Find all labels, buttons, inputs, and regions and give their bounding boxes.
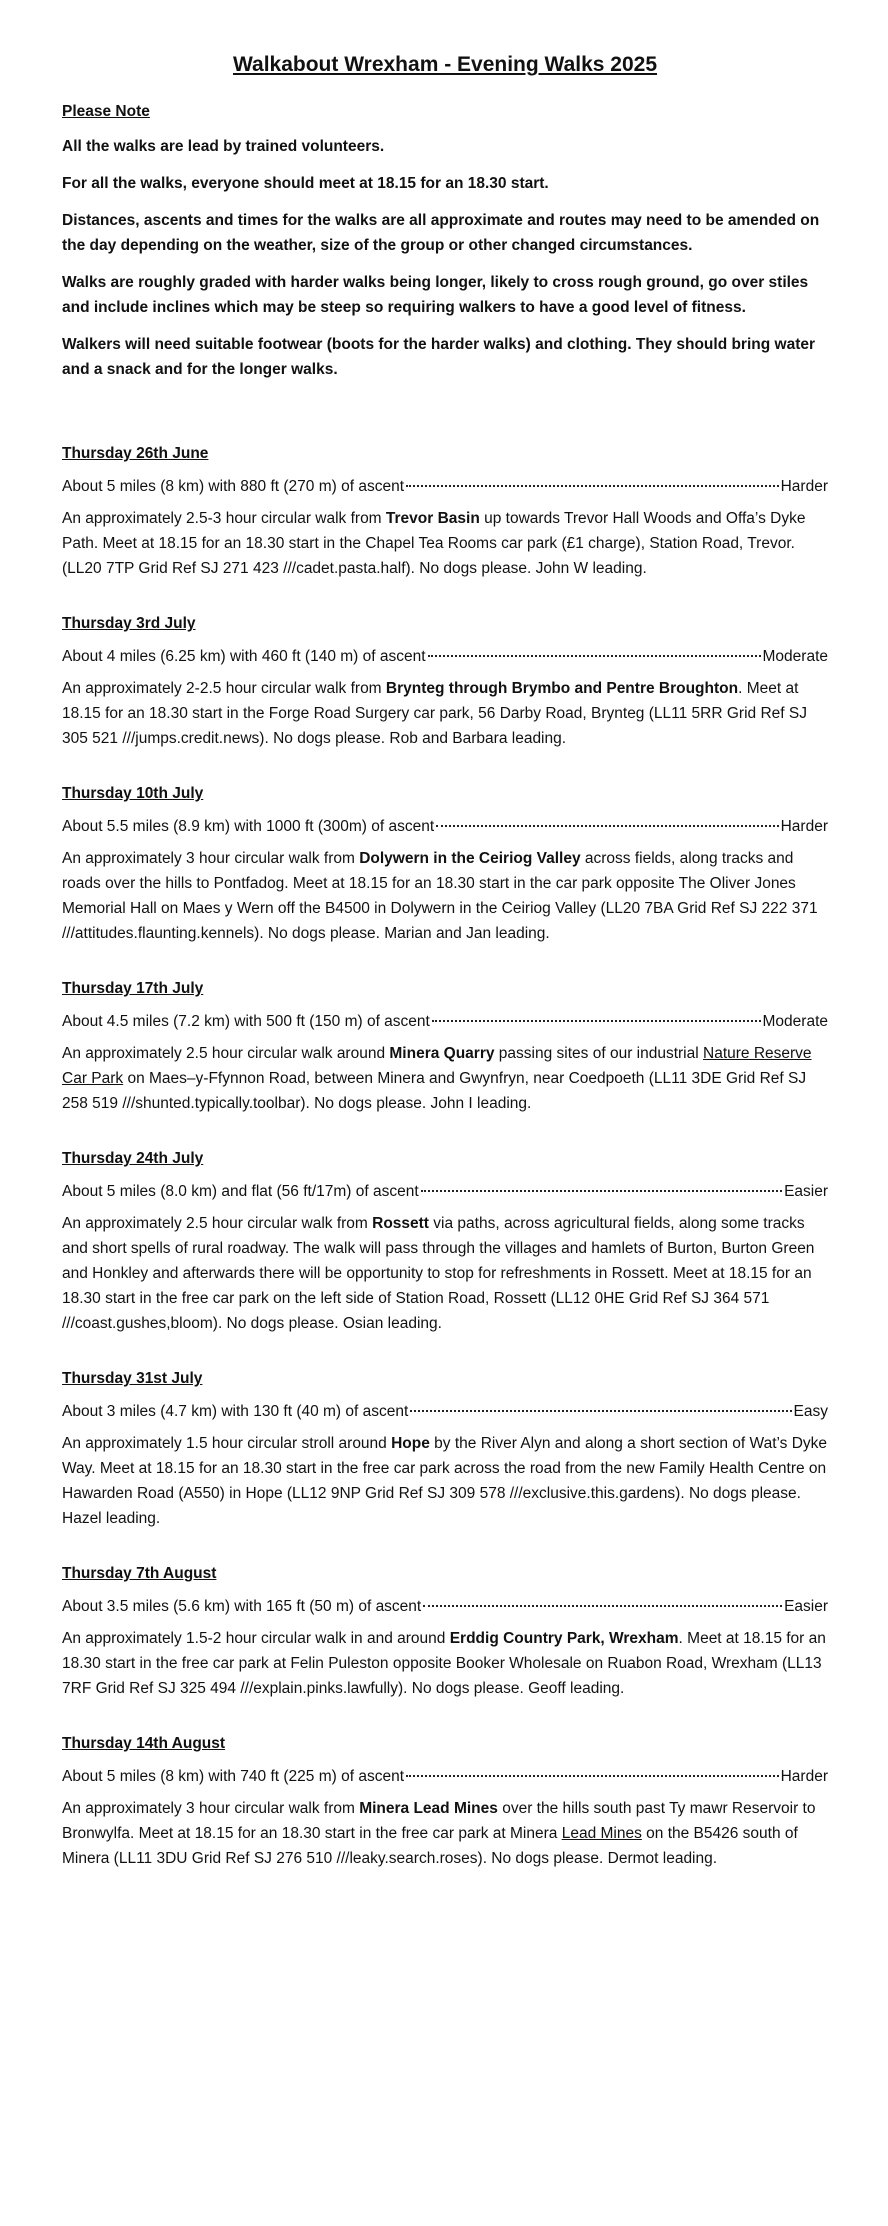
desc-text: An approximately 1.5-2 hour circular walk in and around bbox=[62, 1630, 450, 1647]
desc-text: on the B5426 south of Minera (LL11 3DU Grid Ref SJ 276 510 ///leaky.search.roses). No dogs please. Dermot leading. bbox=[62, 1825, 798, 1867]
walk-description bbox=[62, 1626, 828, 1701]
desc-text: . Meet at 18.15 for an 18.30 start in the Forge Road Surgery car park, 56 Darby Road, Brynteg (LL11 5RR Grid Ref SJ 305 521 ///jumps.credit.news). No dogs please. Rob and Barbara leading. bbox=[62, 680, 807, 747]
dot-leader bbox=[432, 1020, 761, 1022]
desc-text: over the hills south past Ty mawr Reservoir to Bronwylfa. Meet at 18.15 for an 18.30 start in the free car park at Minera bbox=[62, 1800, 816, 1842]
desc-text: . Meet at 18.15 for an 18.30 start in the free car park at Felin Puleston opposite Booker Wholesale on Ruabon Road, Wrexham (LL13 7RF Grid Ref SJ 325 494 ///explain.pinks.lawfully). No dogs please. Geoff leading. bbox=[62, 1630, 826, 1697]
desc-text: up towards Trevor Hall Woods and Offa’s Dyke Path. Meet at 18.15 for an 18.30 start in the Chapel Tea Rooms car park (£1 charge), Station Road, Trevor. (LL20 7TP Grid Ref SJ 271 423 ///cadet.pasta.half). No dogs please. John W leading. bbox=[62, 510, 806, 577]
desc-start-location: Dolywern in the Ceiriog Valley bbox=[359, 850, 581, 867]
walk-date: Thursday 3rd July bbox=[62, 615, 196, 632]
desc-text: An approximately 3 hour circular walk from bbox=[62, 850, 360, 867]
walk-date: Thursday 10th July bbox=[62, 785, 204, 802]
walk-distance-ascent: About 3 miles (4.7 km) with 130 ft (40 m) of ascent bbox=[62, 1403, 409, 1420]
walk-description bbox=[62, 1431, 828, 1531]
walk-distance-ascent: About 5 miles (8 km) with 880 ft (270 m) of ascent bbox=[62, 478, 404, 495]
walk-distance-ascent: About 4.5 miles (7.2 km) with 500 ft (150 m) of ascent bbox=[62, 1013, 430, 1030]
walk-distance-ascent: About 4 miles (6.25 km) with 460 ft (140 m) of ascent bbox=[62, 648, 426, 665]
walk-description bbox=[62, 1796, 828, 1871]
walk-summary bbox=[62, 1596, 828, 1617]
desc-text: by the River Alyn and along a short section of Wat’s Dyke Way. Meet at 18.15 for an 18.30 start in the free car park across the road from the new Family Health Centre on Hawarden Road (A550) in Hope (LL12 9NP Grid Ref SJ 309 578 ///exclusive.this.gardens). No dogs please. Hazel leading. bbox=[62, 1435, 828, 1527]
walk-description bbox=[62, 1041, 828, 1116]
walk-distance-ascent: About 5 miles (8 km) with 740 ft (225 m) of ascent bbox=[62, 1768, 404, 1785]
walk-date: Thursday 24th July bbox=[62, 1150, 204, 1167]
desc-underlined-text: Nature Reserve Car Park bbox=[62, 1045, 812, 1087]
walk-description bbox=[62, 506, 828, 581]
dot-leader bbox=[423, 1605, 782, 1607]
walk-summary bbox=[62, 1181, 828, 1202]
walk-grade: Easier bbox=[784, 1183, 828, 1200]
dot-leader bbox=[406, 1775, 779, 1777]
desc-text: An approximately 2.5-3 hour circular walk from bbox=[62, 510, 386, 527]
desc-start-location: Minera Quarry bbox=[389, 1045, 495, 1062]
dot-leader bbox=[410, 1410, 791, 1412]
desc-text: passing sites of our industrial bbox=[494, 1045, 703, 1062]
walk-distance-ascent: About 5.5 miles (8.9 km) with 1000 ft (300m) of ascent bbox=[62, 818, 435, 835]
walk-date: Thursday 17th July bbox=[62, 980, 204, 997]
walk-grade: Easy bbox=[793, 1403, 828, 1420]
page-title: Walkabout Wrexham - Evening Walks 2025 bbox=[232, 53, 658, 76]
desc-start-location: Minera Lead Mines bbox=[359, 1800, 498, 1817]
walk-date: Thursday 7th August bbox=[62, 1565, 217, 1582]
desc-start-location: Rossett bbox=[372, 1215, 429, 1232]
walk-entry bbox=[62, 1734, 828, 1871]
desc-start-location: Erddig Country Park, Wrexham bbox=[449, 1630, 679, 1647]
notes-section bbox=[62, 102, 828, 382]
walk-description bbox=[62, 1211, 828, 1336]
desc-text: on Maes–y-Ffynnon Road, between Minera and Gwynfryn, near Coedpoeth (LL11 3DE Grid Ref SJ 258 519 ///shunted.typically.toolbar). No dogs please. John I leading. bbox=[62, 1070, 807, 1112]
dot-leader bbox=[406, 485, 779, 487]
desc-underlined-text: Lead Mines bbox=[561, 1825, 642, 1842]
walk-entry bbox=[62, 979, 828, 1116]
walk-distance-ascent: About 3.5 miles (5.6 km) with 165 ft (50 m) of ascent bbox=[62, 1598, 422, 1615]
note-paragraph: All the walks are lead by trained volunteers. bbox=[62, 138, 385, 155]
desc-start-location: Trevor Basin bbox=[385, 510, 480, 527]
walk-summary bbox=[62, 1766, 828, 1787]
walk-entry bbox=[62, 614, 828, 751]
note-paragraph: Walks are roughly graded with harder walks being longer, likely to cross rough ground, go over stiles and include inclines which may be steep so requiring walkers to have a good level of fitness. bbox=[62, 274, 809, 316]
dot-leader bbox=[436, 825, 778, 827]
desc-text: An approximately 2.5 hour circular walk from bbox=[62, 1215, 373, 1232]
walk-entry bbox=[62, 444, 828, 581]
walk-grade: Moderate bbox=[762, 1013, 828, 1030]
desc-text: via paths, across agricultural fields, along some tracks and short spells of rural roadway. The walk will pass through the villages and hamlets of Burton, Burton Green and Honkley and afterwards there will be opportunity to stop for refreshments in Rossett. Meet at 18.15 for an 18.30 start in the free car park on the left side of Station Road, Rossett (LL12 0HE Grid Ref SJ 364 571 ///coast.gushes,bloom). No dogs please. Osian leading. bbox=[62, 1215, 815, 1332]
walk-summary bbox=[62, 1011, 828, 1032]
walk-date: Thursday 26th June bbox=[62, 445, 209, 462]
note-paragraph: Distances, ascents and times for the walks are all approximate and routes may need to be amended on the day depending on the weather, size of the group or other changed circumstances. bbox=[62, 212, 820, 254]
walk-summary bbox=[62, 1401, 828, 1422]
dot-leader bbox=[428, 655, 761, 657]
walk-grade: Easier bbox=[784, 1598, 828, 1615]
walk-entry bbox=[62, 1149, 828, 1336]
walk-grade: Harder bbox=[780, 478, 828, 495]
note-paragraph: For all the walks, everyone should meet at 18.15 for an 18.30 start. bbox=[62, 175, 549, 192]
desc-text: An approximately 1.5 hour circular stroll around bbox=[62, 1435, 392, 1452]
walk-grade: Moderate bbox=[762, 648, 828, 665]
walk-summary bbox=[62, 476, 828, 497]
desc-text: An approximately 2.5 hour circular walk around bbox=[62, 1045, 390, 1062]
walk-grade: Harder bbox=[780, 1768, 828, 1785]
walk-grade: Harder bbox=[780, 818, 828, 835]
desc-text: An approximately 3 hour circular walk from bbox=[62, 1800, 360, 1817]
desc-text: An approximately 2-2.5 hour circular walk from bbox=[62, 680, 386, 697]
walk-entry bbox=[62, 1369, 828, 1531]
walk-distance-ascent: About 5 miles (8.0 km) and flat (56 ft/17m) of ascent bbox=[62, 1183, 419, 1200]
walk-description bbox=[62, 846, 828, 946]
walk-summary bbox=[62, 646, 828, 667]
desc-start-location: Hope bbox=[391, 1435, 430, 1452]
walk-summary bbox=[62, 816, 828, 837]
notes-heading: Please Note bbox=[62, 103, 150, 120]
walk-date: Thursday 31st July bbox=[62, 1370, 203, 1387]
walk-entry bbox=[62, 784, 828, 946]
walk-date: Thursday 14th August bbox=[62, 1735, 226, 1752]
note-paragraph: Walkers will need suitable footwear (boots for the harder walks) and clothing. They should bring water and a snack and for the longer walks. bbox=[62, 336, 816, 378]
desc-start-location: Brynteg through Brymbo and Pentre Broughton bbox=[385, 680, 739, 697]
dot-leader bbox=[421, 1190, 782, 1192]
desc-text: across fields, along tracks and roads over the hills to Pontfadog. Meet at 18.15 for an 18.30 start in the car park opposite The Oliver Jones Memorial Hall on Maes y Wern off the B4500 in Dolywern in the Ceiriog Valley (LL20 7BA Grid Ref SJ 222 371 ///attitudes.flaunting.kennels). No dogs please. Marian and Jan leading. bbox=[62, 850, 818, 942]
walk-entry bbox=[62, 1564, 828, 1701]
walk-description bbox=[62, 676, 828, 751]
